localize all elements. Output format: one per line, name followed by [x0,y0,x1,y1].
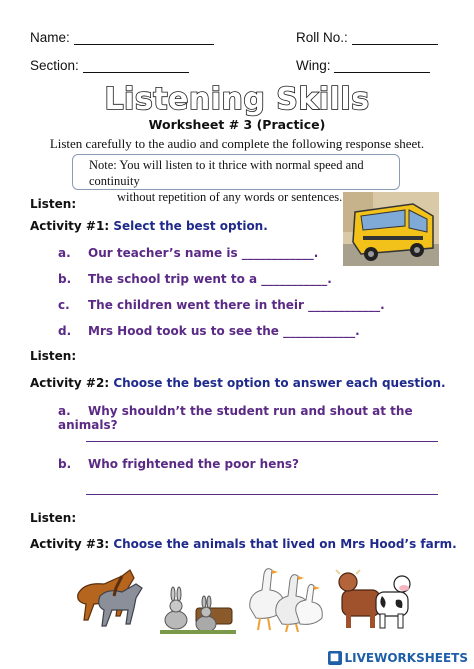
instruction-text: Listen carefully to the audio and complete the following response sheet. [49,136,425,151]
q2a-text: Why shouldn’t the student run and shout at the animals? [58,404,413,432]
note-box [72,154,400,204]
roll-input[interactable] [352,44,438,45]
q2b [58,457,299,471]
rabbits-image[interactable] [160,586,236,634]
q2a-letter: a. [58,404,71,418]
listen-label-1: Listen: [30,197,77,211]
q1d-text[interactable]: Mrs Hood took us to see the ____________. [88,324,360,338]
q1b [58,272,332,286]
q2a [58,404,474,432]
section-field [30,58,189,73]
q2b-text: Who frightened the poor hens? [88,457,300,471]
note-line-1: Note: You will listen to it thrice with normal speed and continuity [89,158,364,188]
q1d-letter: d. [58,324,72,338]
page-title: Listening Skills [104,82,370,117]
school-bus-image [343,192,439,266]
q2b-letter: b. [58,457,72,471]
q1a-text[interactable]: Our teacher’s name is ____________. [88,246,319,260]
q1b-text[interactable]: The school trip went to a ___________. [88,272,332,286]
q2b-answer-line[interactable] [86,494,438,495]
wing-label: Wing: [296,58,331,73]
roll-field [296,30,438,45]
listen-label-3: Listen: [30,511,77,525]
liveworksheets-icon: ■ [328,651,342,665]
liveworksheets-logo[interactable] [328,650,468,666]
activity-2-heading [30,376,446,390]
geese-image[interactable] [240,560,326,634]
q1c-text[interactable]: The children went there in their ____________. [88,298,385,312]
activity-2-label: Activity #2: [30,376,110,390]
wing-input[interactable] [334,72,430,73]
activity-1-text: Select the best option. [113,219,268,233]
name-label: Name: [30,30,70,45]
activity-1-heading [30,219,268,233]
note-line-2: without repetition of any words or sentences. [117,190,343,204]
q2a-answer-line[interactable] [86,441,438,442]
horses-image[interactable] [64,566,152,632]
q1d [58,324,360,338]
activity-3-heading [30,537,457,551]
q1a [58,246,318,260]
roll-label: Roll No.: [296,30,348,45]
q1a-letter: a. [58,246,71,260]
activity-2-text: Choose the best option to answer each question. [113,376,446,390]
activity-1-label: Activity #1: [30,219,110,233]
name-field [30,30,214,45]
worksheet-subtitle: Worksheet # 3 (Practice) [148,117,326,132]
name-input[interactable] [74,44,214,45]
wing-field [296,58,430,73]
section-label: Section: [30,58,79,73]
q1b-letter: b. [58,272,72,286]
listen-label-2: Listen: [30,349,77,363]
activity-3-label: Activity #3: [30,537,110,551]
q1c-letter: c. [58,298,70,312]
cows-image[interactable] [334,568,414,632]
activity-3-text: Choose the animals that lived on Mrs Hood’s farm. [113,537,457,551]
liveworksheets-brand: LIVEWORKSHEETS [344,651,468,665]
section-input[interactable] [83,72,189,73]
q1c [58,298,385,312]
